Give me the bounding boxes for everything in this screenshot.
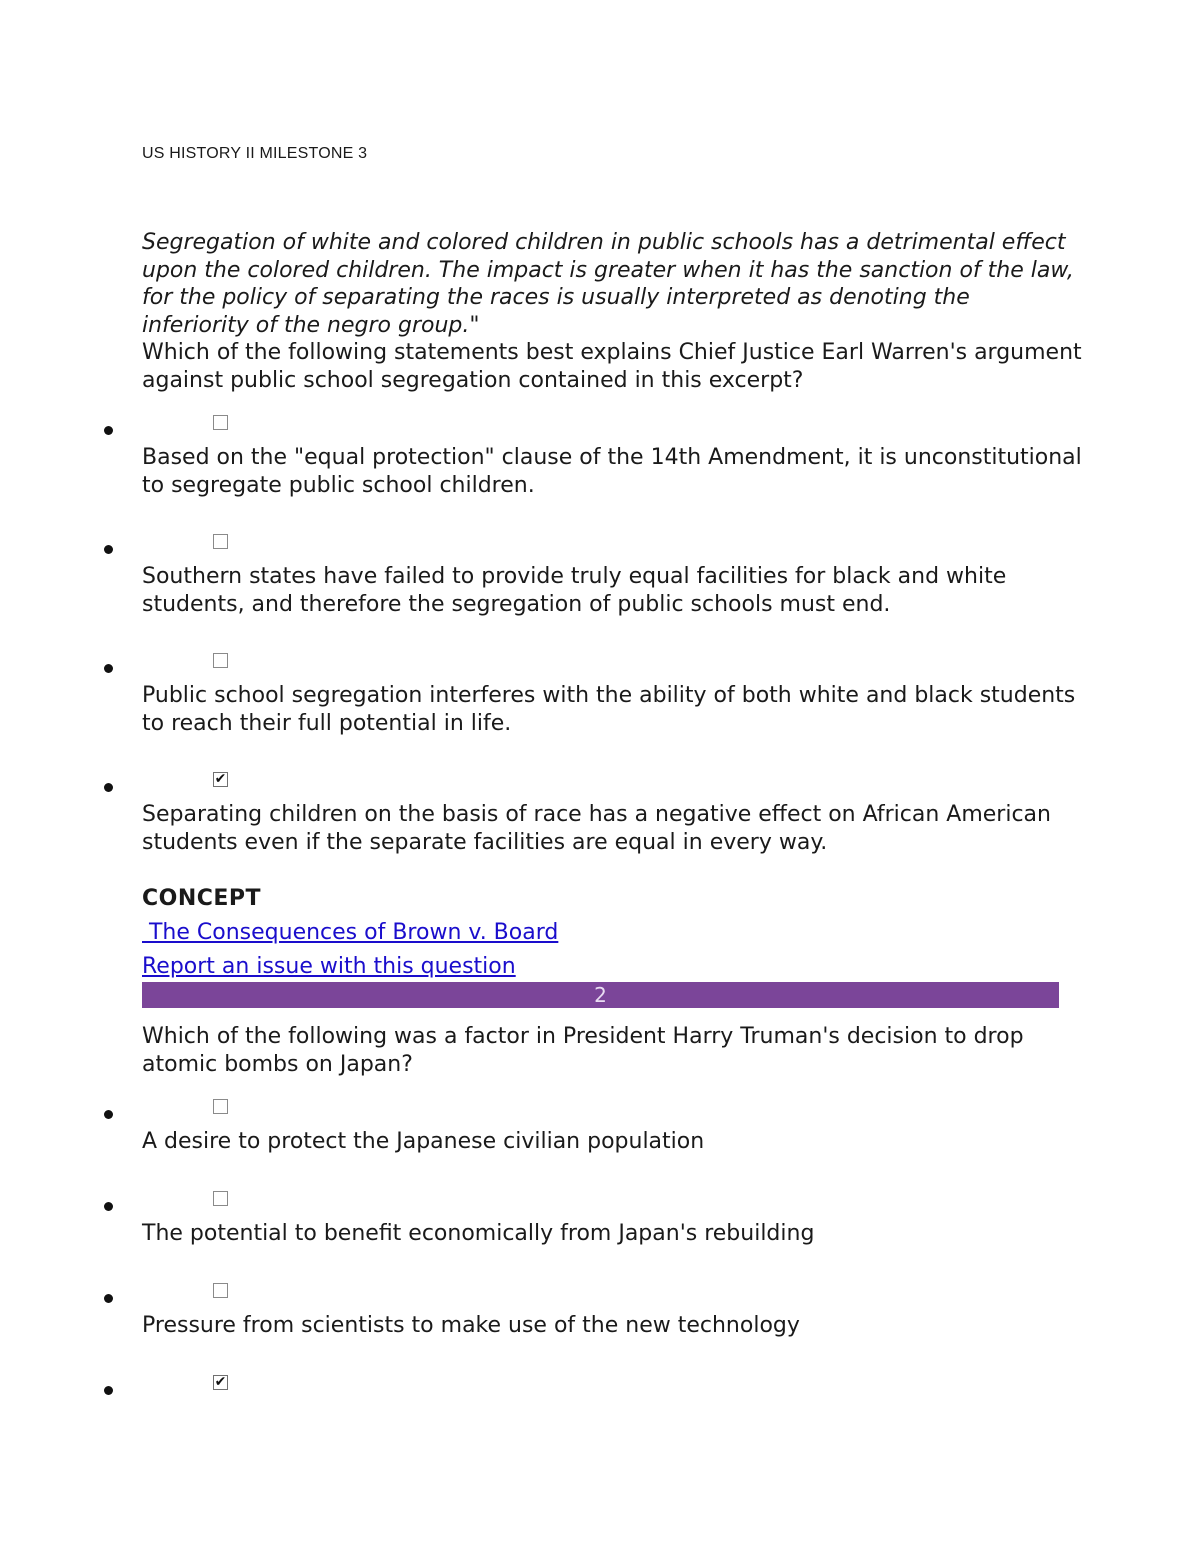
bullet-icon [104, 664, 113, 673]
question-number-bar: 2 [142, 982, 1059, 1008]
q2-option-3-text: Pressure from scientists to make use of the new technology [142, 1313, 800, 1338]
bullet-icon [104, 1202, 113, 1211]
bullet-icon [104, 545, 113, 554]
q1-option-4-text: Separating children on the basis of race has a negative effect on African American students even if the separate facilities are equal in every way. [142, 802, 1051, 855]
q1-option-1-text: Based on the "equal protection" clause of the 14th Amendment, it is unconstitutional to segregate public school children. [142, 445, 1082, 498]
bullet-icon [104, 783, 113, 792]
bullet-icon [104, 426, 113, 435]
question-1-prompt: Which of the following statements best explains Chief Justice Earl Warren's argument against public school segregation contained in this excerpt? [142, 340, 1082, 393]
question-1-quote-close: " [469, 312, 480, 338]
bullet-icon [104, 1294, 113, 1303]
q1-option-2-checkbox[interactable] [213, 534, 228, 549]
concept-link[interactable]: The Consequences of Brown v. Board [142, 920, 559, 945]
q1-option-3-checkbox[interactable] [213, 653, 228, 668]
bullet-icon [104, 1110, 113, 1119]
q1-option-1-checkbox[interactable] [213, 415, 228, 430]
document-title: US HISTORY II MILESTONE 3 [142, 145, 368, 162]
q2-option-2-text: The potential to benefit economically from Japan's rebuilding [142, 1221, 815, 1246]
concept-label: CONCEPT [142, 886, 262, 911]
q1-option-2-text: Southern states have failed to provide truly equal facilities for black and white students, and therefore the segregation of public schools must end. [142, 564, 1007, 617]
q2-option-1-text: A desire to protect the Japanese civilian population [142, 1129, 705, 1154]
q1-option-3-text: Public school segregation interferes with the ability of both white and black students to reach their full potential in life. [142, 683, 1076, 736]
question-1-quote: Segregation of white and colored children in public schools has a detrimental effect upon the colored children. The impact is greater when it has the sanction of the law, for the policy of separating the races is usually interpreted as denoting the inferiority of the negro group. [142, 230, 1074, 338]
question-2-prompt: Which of the following was a factor in President Harry Truman's decision to drop atomic bombs on Japan? [142, 1024, 1024, 1077]
q2-option-1-checkbox[interactable] [213, 1099, 228, 1114]
bullet-icon [104, 1386, 113, 1395]
q2-option-3-checkbox[interactable] [213, 1283, 228, 1298]
q2-option-4-checkbox[interactable]: ✔ [214, 1374, 227, 1390]
report-issue-link[interactable]: Report an issue with this question [142, 954, 516, 979]
q2-option-2-checkbox[interactable] [213, 1191, 228, 1206]
q1-option-4-checkbox[interactable]: ✔ [214, 771, 227, 787]
question-1-stem [142, 229, 1082, 394]
